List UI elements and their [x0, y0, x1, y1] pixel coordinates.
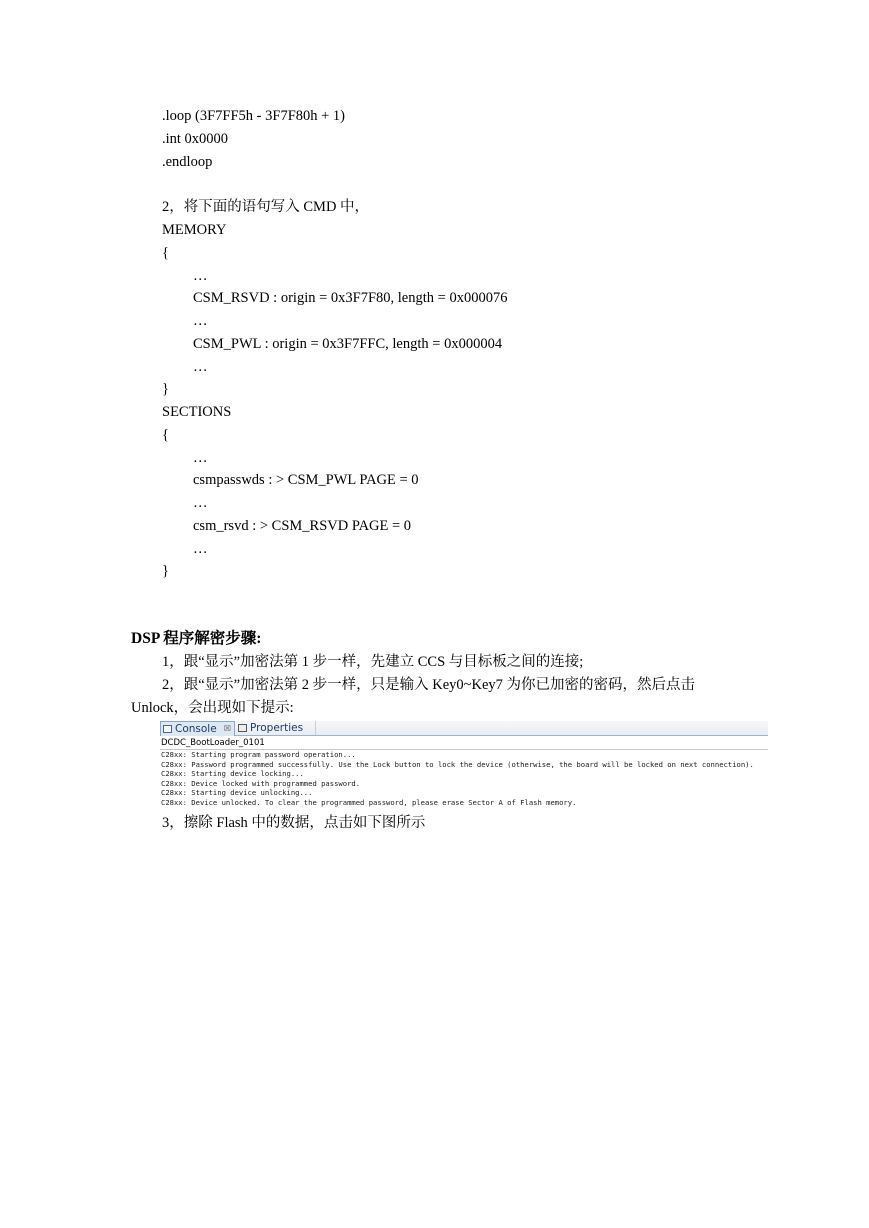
- console-title: DCDC_BootLoader_0101: [161, 738, 265, 748]
- decrypt-step-2-cont: Unlock，会出现如下提示:: [131, 700, 294, 716]
- console-icon: [163, 725, 172, 733]
- decrypt-step-2: 2，跟“显示”加密法第 2 步一样，只是输入 Key0~Key7 为你已加密的密码，然后点击: [162, 677, 696, 693]
- code-line-loop: .loop (3F7FF5h - 3F7F80h + 1): [162, 108, 346, 124]
- sections-keyword: SECTIONS: [162, 404, 232, 420]
- decrypt-step-3: 3，擦除 Flash 中的数据，点击如下图所示: [162, 815, 426, 831]
- sections-close-brace: }: [162, 563, 169, 579]
- tab-properties-label: Properties: [250, 722, 304, 734]
- decrypt-step-1: 1，跟“显示”加密法第 1 步一样，先建立 CCS 与目标板之间的连接;: [162, 654, 584, 670]
- csm-rsvd-line: CSM_RSVD : origin = 0x3F7F80, length = 0x000076: [193, 290, 508, 306]
- memory-close-brace: }: [162, 381, 169, 397]
- memory-open-brace: {: [162, 245, 169, 261]
- ellipsis-line: …: [193, 495, 208, 511]
- csm-pwl-line: CSM_PWL : origin = 0x3F7FFC, length = 0x000004: [193, 336, 503, 352]
- tab-console-label: Console: [175, 723, 217, 735]
- ellipsis-line: …: [193, 313, 208, 329]
- csmpasswds-line: csmpasswds : > CSM_PWL PAGE = 0: [193, 472, 419, 488]
- csm-rsvd-section-line: csm_rsvd : > CSM_RSVD PAGE = 0: [193, 518, 412, 534]
- section-heading: DSP 程序解密步骤:: [131, 630, 262, 647]
- properties-icon: [238, 724, 247, 732]
- tab-properties[interactable]: [236, 721, 316, 735]
- ellipsis-line: …: [193, 541, 208, 557]
- console-line: C28xx: Starting device unlocking...: [161, 788, 313, 797]
- memory-keyword: MEMORY: [162, 222, 227, 238]
- close-icon[interactable]: ☒: [223, 724, 231, 733]
- code-line-int: .int 0x0000: [162, 131, 229, 147]
- ellipsis-line: …: [193, 268, 208, 284]
- sections-open-brace: {: [162, 427, 169, 443]
- console-line: C28xx: Device unlocked. To clear the programmed password, please erase Sector A of Flash memory.: [161, 797, 577, 807]
- console-screenshot: [160, 721, 768, 809]
- console-line: C28xx: Device locked with programmed password.: [161, 778, 361, 788]
- console-line: C28xx: Password programmed successfully. Use the Lock button to lock the device (otherwise, the board will be locked on next connection).: [161, 759, 754, 769]
- tab-console[interactable]: [160, 721, 235, 736]
- console-line: C28xx: Starting device locking...: [161, 769, 304, 778]
- step2-text: 2，将下面的语句写入 CMD 中，: [162, 199, 370, 215]
- console-tab-bar: [160, 721, 768, 736]
- console-line: C28xx: Starting program password operation...: [161, 750, 356, 759]
- ellipsis-line: …: [193, 359, 208, 375]
- ellipsis-line: …: [193, 450, 208, 466]
- code-line-endloop: .endloop: [162, 154, 213, 170]
